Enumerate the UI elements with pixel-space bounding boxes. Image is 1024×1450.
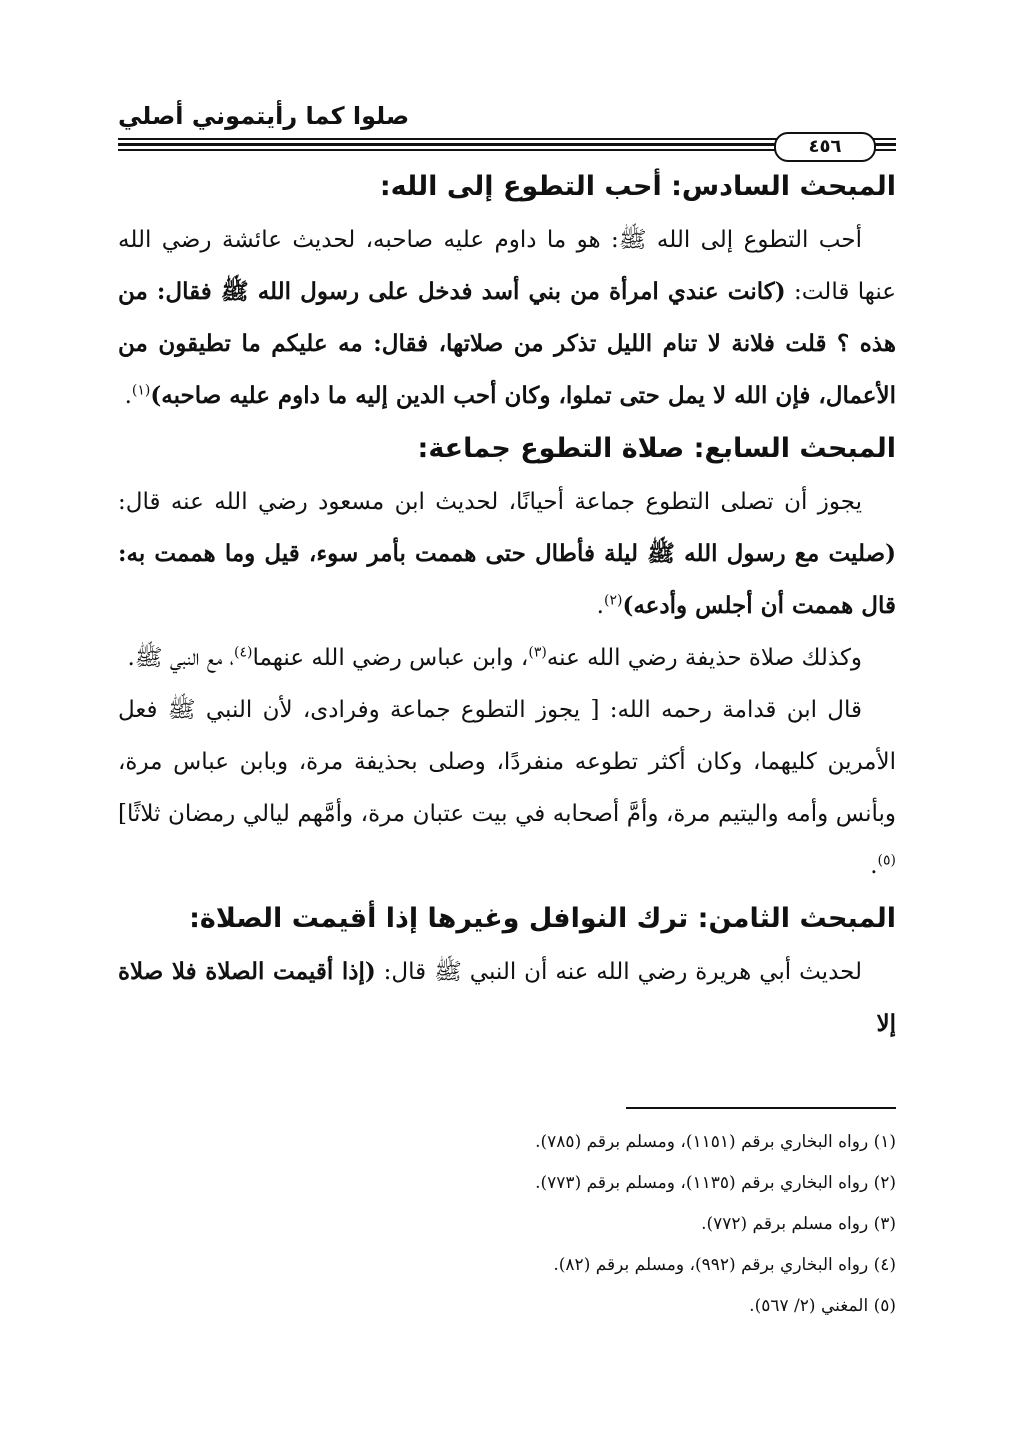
page [118, 96, 896, 1050]
paragraph [118, 476, 896, 632]
footnote-ref: (٣) [528, 644, 547, 661]
book-title: صلوا كما رأيتموني أصلي [118, 102, 410, 130]
paragraph [118, 632, 896, 684]
footnote-ref: (١) [131, 382, 151, 399]
main-text [118, 160, 896, 1050]
footnote: (٤) رواه البخاري برقم (٩٩٢)، ومسلم برقم (٨٢). [553, 1255, 896, 1275]
paragraph-text: أحب التطوع إلى الله ﷺ: هو ما داوم عليه صاحبه، لحديث عائشة رضي الله عنها قالت: [118, 227, 896, 305]
paragraph-tail: . [124, 383, 132, 409]
paragraph-tail: . [596, 593, 604, 619]
paragraph [118, 946, 896, 1050]
section-heading: المبحث السابع: صلاة التطوع جماعة: [417, 433, 896, 464]
section-heading: المبحث السادس: أحب التطوع إلى الله: [379, 171, 896, 202]
footnote-ref: (٢) [603, 592, 623, 609]
footnote: (١) رواه البخاري برقم (١١٥١)، ومسلم برقم (٧٨٥). [535, 1132, 896, 1152]
section-heading: المبحث الثامن: ترك النوافل وغيرها إذا أقيمت الصلاة: [189, 903, 896, 934]
hadith-quote: (كانت عندي امرأة من بني أسد فدخل على رسول الله ﷺ فقال: من هذه ؟ قلت فلانة لا تنام الليل تذكر من صلاتها، فقال: مه عليكم ما تطيقون من الأعمال، فإن الله لا يمل حتى تملوا، وكان أحب الدين إليه ما داوم عليه صاحبه) [118, 278, 896, 409]
footnote: (٣) رواه مسلم برقم (٧٧٢). [701, 1214, 896, 1234]
hadith-quote: (صليت مع رسول الله ﷺ ليلة فأطال حتى هممت بأمر سوء، قيل وما هممت به: قال هممت أن أجلس وأدعه) [118, 540, 896, 619]
paragraph-text: قال ابن قدامة رحمه الله: [ يجوز التطوع جماعة وفرادى، لأن النبي ﷺ فعل الأمرين كليهما، وكان أكثر تطوعه منفردًا، وصلى بحذيفة مرة، وبابن عباس مرة، وبأنس وأمه واليتيم مرة، وأمَّ أصحابه في بيت عتبان مرة، وأمَّهم ليالي رمضان ثلاثًا] [118, 697, 896, 827]
footnote: (٢) رواه البخاري برقم (١١٣٥)، ومسلم برقم (٧٧٣). [535, 1173, 896, 1193]
paragraph-text: لحديث أبي هريرة رضي الله عنه أن النبي ﷺ قال: [375, 959, 862, 985]
paragraph [118, 214, 896, 422]
footnote-ref: (٥) [877, 852, 896, 869]
footnotes [118, 1122, 896, 1327]
paragraph [118, 684, 896, 892]
paragraph-tail: . [870, 853, 878, 879]
paragraph-tail: ، مع النبي ﷺ. [127, 645, 235, 671]
running-header [118, 96, 896, 136]
footnote-ref: (٤) [234, 644, 253, 661]
footnote: (٥) المغني (٢/ ٥٦٧). [749, 1296, 896, 1316]
paragraph-text: يجوز أن تصلى التطوع جماعة أحيانًا، لحديث ابن مسعود رضي الله عنه قال: [118, 489, 862, 515]
hadith-quote: (إذا أقيمت الصلاة فلا صلاة إلا [118, 958, 896, 1037]
header-rule [118, 136, 896, 158]
page-number: ٤٥٦ [774, 132, 876, 162]
paragraph-text: وكذلك صلاة حذيفة رضي الله عنه [546, 645, 862, 671]
footnote-separator [626, 1107, 896, 1109]
paragraph-text: ، وابن عباس رضي الله عنهما [252, 645, 529, 671]
